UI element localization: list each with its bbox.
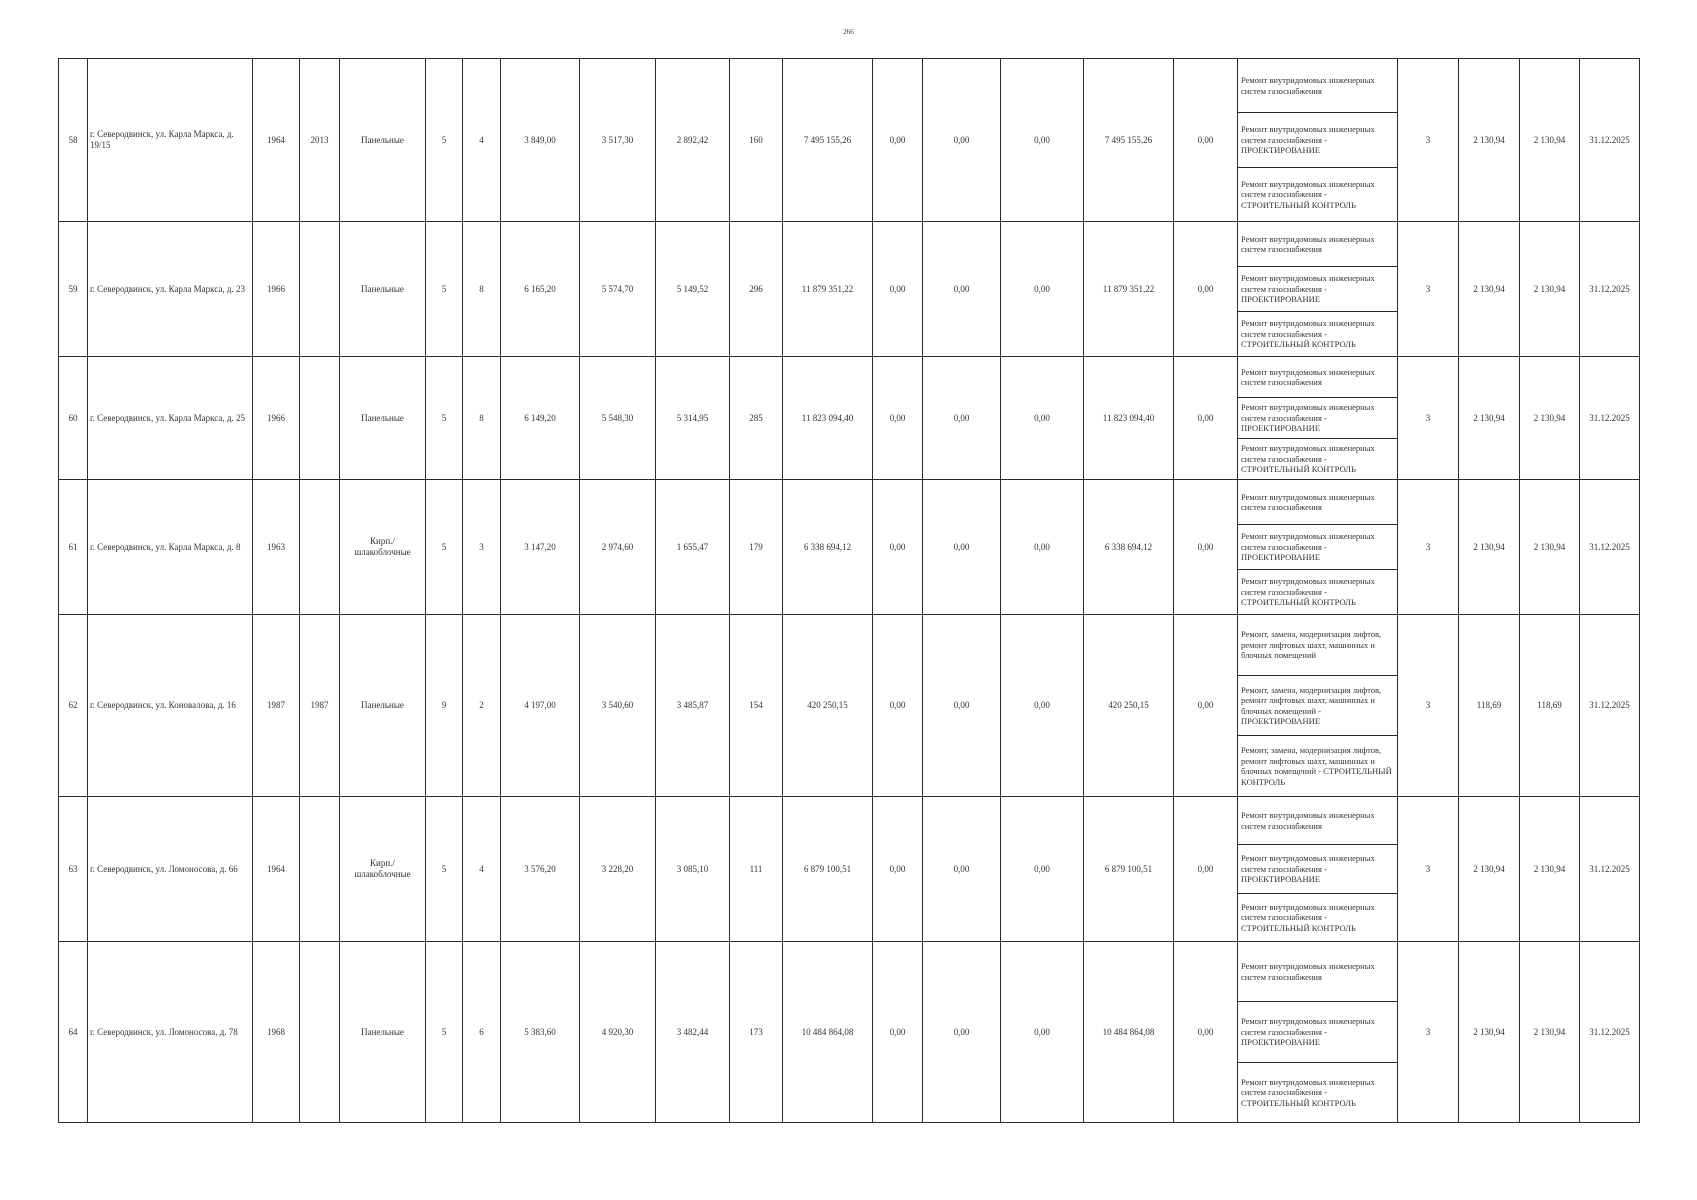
address-cell: г. Северодвинск, ул. Ломоносова, д. 78 [88, 942, 253, 1123]
fund-cost-cell: 0,00 [873, 480, 923, 615]
deadline-cell: 31.12.2025 [1580, 357, 1640, 480]
work-item: Ремонт внутридомовых инженерных систем газоснабжения [1241, 810, 1375, 831]
year-last-repair-cell: 1987 [300, 615, 340, 797]
works-cell [1238, 59, 1398, 222]
work-item: Ремонт внутридомовых инженерных систем газоснабжения [1241, 75, 1375, 96]
local-budget-cell: 0,00 [1001, 480, 1084, 615]
residents-count-cell: 154 [730, 615, 783, 797]
owners-funds-cell: 6 879 100,51 [1084, 797, 1174, 942]
total-area-cell: 5 383,60 [501, 942, 580, 1123]
local-budget-cell: 0,00 [1001, 222, 1084, 357]
priority-cell: 3 [1398, 357, 1459, 480]
regional-budget-cell: 0,00 [923, 942, 1001, 1123]
table-row [59, 480, 1640, 615]
year-built-cell: 1966 [253, 222, 300, 357]
residential-area-cell: 3 085,10 [656, 797, 730, 942]
unit-cost-cell: 2 130,94 [1459, 357, 1520, 480]
works-list [1238, 615, 1397, 796]
work-item: Ремонт внутридомовых инженерных систем газоснабжения - ПРОЕКТИРОВАНИЕ [1238, 112, 1397, 166]
entrances-cell: 8 [463, 357, 501, 480]
unit-cost-cell: 2 130,94 [1459, 222, 1520, 357]
works-cell [1238, 480, 1398, 615]
priority-cell: 3 [1398, 222, 1459, 357]
works-cell [1238, 222, 1398, 357]
floors-cell: 5 [426, 480, 463, 615]
fund-cost-cell: 0,00 [873, 942, 923, 1123]
deadline-cell: 31.12.2025 [1580, 615, 1640, 797]
year-last-repair-cell: 2013 [300, 59, 340, 222]
work-item: Ремонт внутридомовых инженерных систем газоснабжения - СТРОИТЕЛЬНЫЙ КОНТРОЛЬ [1238, 167, 1397, 221]
regional-budget-cell: 0,00 [923, 480, 1001, 615]
works-list [1238, 797, 1397, 941]
work-item: Ремонт внутридомовых инженерных систем газоснабжения [1241, 233, 1375, 254]
other-funds-cell: 0,00 [1174, 59, 1238, 222]
priority-cell: 3 [1398, 615, 1459, 797]
total-area-cell: 3 576,20 [501, 797, 580, 942]
address-cell: г. Северодвинск, ул. Коновалова, д. 16 [88, 615, 253, 797]
premises-area-cell: 2 974,60 [580, 480, 656, 615]
total-cost-cell: 11 823 094,40 [783, 357, 873, 480]
year-built-cell: 1987 [253, 615, 300, 797]
total-cost-cell: 10 484 864,08 [783, 942, 873, 1123]
work-item: Ремонт внутридомовых инженерных систем газоснабжения - СТРОИТЕЛЬНЫЙ КОНТРОЛЬ [1238, 438, 1397, 479]
local-budget-cell: 0,00 [1001, 59, 1084, 222]
work-item: Ремонт внутридомовых инженерных систем газоснабжения - СТРОИТЕЛЬНЫЙ КОНТРОЛЬ [1238, 893, 1397, 941]
deadline-cell: 31.12.2025 [1580, 942, 1640, 1123]
premises-area-cell: 3 228,20 [580, 797, 656, 942]
residents-count-cell: 285 [730, 357, 783, 480]
deadline-cell: 31.12.2025 [1580, 480, 1640, 615]
residents-count-cell: 296 [730, 222, 783, 357]
year-last-repair-cell [300, 480, 340, 615]
work-item: Ремонт внутридомовых инженерных систем газоснабжения [1241, 961, 1375, 982]
deadline-cell: 31.12.2025 [1580, 59, 1640, 222]
other-funds-cell: 0,00 [1174, 797, 1238, 942]
premises-area-cell: 5 574,70 [580, 222, 656, 357]
total-area-cell: 4 197,00 [501, 615, 580, 797]
other-funds-cell: 0,00 [1174, 357, 1238, 480]
works-list [1238, 222, 1397, 356]
total-cost-cell: 7 495 155,26 [783, 59, 873, 222]
unit-cost-cell: 2 130,94 [1459, 59, 1520, 222]
row-number-cell: 61 [59, 480, 88, 615]
wall-material-cell: Панельные [340, 222, 426, 357]
address-cell: г. Северодвинск, ул. Карла Маркса, д. 25 [88, 357, 253, 480]
unit-cost-cell: 2 130,94 [1459, 480, 1520, 615]
works-cell [1238, 357, 1398, 480]
residents-count-cell: 173 [730, 942, 783, 1123]
total-cost-cell: 6 879 100,51 [783, 797, 873, 942]
work-item: Ремонт внутридомовых инженерных систем газоснабжения - ПРОЕКТИРОВАНИЕ [1238, 1001, 1397, 1061]
wall-material-cell: Кирп./ шлакоблочные [340, 797, 426, 942]
other-funds-cell: 0,00 [1174, 480, 1238, 615]
row-number-cell: 63 [59, 797, 88, 942]
works-cell [1238, 797, 1398, 942]
registry-body [59, 59, 1640, 1123]
residential-area-cell: 5 314,95 [656, 357, 730, 480]
owners-funds-cell: 7 495 155,26 [1084, 59, 1174, 222]
other-funds-cell: 0,00 [1174, 222, 1238, 357]
wall-material-cell: Панельные [340, 615, 426, 797]
regional-budget-cell: 0,00 [923, 797, 1001, 942]
work-item: Ремонт внутридомовых инженерных систем газоснабжения - ПРОЕКТИРОВАНИЕ [1238, 844, 1397, 892]
regional-budget-cell: 0,00 [923, 59, 1001, 222]
residential-area-cell: 2 892,42 [656, 59, 730, 222]
regional-budget-cell: 0,00 [923, 615, 1001, 797]
local-budget-cell: 0,00 [1001, 942, 1084, 1123]
residential-area-cell: 3 485,87 [656, 615, 730, 797]
row-number-cell: 62 [59, 615, 88, 797]
unit-cost-cell: 2 130,94 [1459, 797, 1520, 942]
table-row [59, 797, 1640, 942]
priority-cell: 3 [1398, 480, 1459, 615]
fund-cost-cell: 0,00 [873, 615, 923, 797]
wall-material-cell: Кирп./ шлакоблочные [340, 480, 426, 615]
total-cost-cell: 6 338 694,12 [783, 480, 873, 615]
floors-cell: 5 [426, 59, 463, 222]
total-cost-cell: 420 250,15 [783, 615, 873, 797]
residential-area-cell: 3 482,44 [656, 942, 730, 1123]
row-number-cell: 60 [59, 357, 88, 480]
floors-cell: 5 [426, 942, 463, 1123]
unit-cost-cell: 2 130,94 [1459, 942, 1520, 1123]
work-item: Ремонт внутридомовых инженерных систем газоснабжения [1241, 366, 1375, 387]
premises-area-cell: 4 920,30 [580, 942, 656, 1123]
works-list [1238, 480, 1397, 614]
other-funds-cell: 0,00 [1174, 942, 1238, 1123]
year-built-cell: 1964 [253, 797, 300, 942]
work-item: Ремонт внутридомовых инженерных систем газоснабжения - ПРОЕКТИРОВАНИЕ [1238, 397, 1397, 438]
year-last-repair-cell [300, 797, 340, 942]
year-built-cell: 1963 [253, 480, 300, 615]
year-built-cell: 1964 [253, 59, 300, 222]
address-cell: г. Северодвинск, ул. Карла Маркса, д. 23 [88, 222, 253, 357]
limit-cost-cell: 2 130,94 [1520, 357, 1580, 480]
works-list [1238, 357, 1397, 479]
work-item: Ремонт внутридомовых инженерных систем газоснабжения - ПРОЕКТИРОВАНИЕ [1238, 524, 1397, 569]
work-item: Ремонт, замена, модернизация лифтов, ремонт лифтовых шахт, машинных и блочных помещений [1241, 629, 1382, 661]
address-cell: г. Северодвинск, ул. Карла Маркса, д. 8 [88, 480, 253, 615]
total-area-cell: 6 149,20 [501, 357, 580, 480]
table-row [59, 222, 1640, 357]
owners-funds-cell: 420 250,15 [1084, 615, 1174, 797]
priority-cell: 3 [1398, 942, 1459, 1123]
limit-cost-cell: 2 130,94 [1520, 480, 1580, 615]
works-cell [1238, 615, 1398, 797]
local-budget-cell: 0,00 [1001, 357, 1084, 480]
row-number-cell: 59 [59, 222, 88, 357]
entrances-cell: 3 [463, 480, 501, 615]
fund-cost-cell: 0,00 [873, 222, 923, 357]
wall-material-cell: Панельные [340, 942, 426, 1123]
address-cell: г. Северодвинск, ул. Карла Маркса, д. 19/15 [88, 59, 253, 222]
regional-budget-cell: 0,00 [923, 357, 1001, 480]
limit-cost-cell: 2 130,94 [1520, 797, 1580, 942]
row-number-cell: 58 [59, 59, 88, 222]
year-last-repair-cell [300, 222, 340, 357]
regional-budget-cell: 0,00 [923, 222, 1001, 357]
work-item: Ремонт, замена, модернизация лифтов, ремонт лифтовых шахт, машинных и блочных помещений - ПРОЕКТИРОВАНИЕ [1238, 675, 1397, 736]
total-area-cell: 6 165,20 [501, 222, 580, 357]
entrances-cell: 4 [463, 797, 501, 942]
total-area-cell: 3 147,20 [501, 480, 580, 615]
floors-cell: 5 [426, 357, 463, 480]
premises-area-cell: 3 540,60 [580, 615, 656, 797]
page-number: 266 [843, 28, 854, 36]
wall-material-cell: Панельные [340, 59, 426, 222]
owners-funds-cell: 11 823 094,40 [1084, 357, 1174, 480]
total-area-cell: 3 849,00 [501, 59, 580, 222]
premises-area-cell: 3 517,30 [580, 59, 656, 222]
priority-cell: 3 [1398, 797, 1459, 942]
residential-area-cell: 5 149,52 [656, 222, 730, 357]
deadline-cell: 31.12.2025 [1580, 222, 1640, 357]
total-cost-cell: 11 879 351,22 [783, 222, 873, 357]
local-budget-cell: 0,00 [1001, 615, 1084, 797]
works-list [1238, 59, 1397, 221]
row-number-cell: 64 [59, 942, 88, 1123]
work-item: Ремонт внутридомовых инженерных систем газоснабжения - СТРОИТЕЛЬНЫЙ КОНТРОЛЬ [1238, 569, 1397, 614]
address-cell: г. Северодвинск, ул. Ломоносова, д. 66 [88, 797, 253, 942]
other-funds-cell: 0,00 [1174, 615, 1238, 797]
entrances-cell: 6 [463, 942, 501, 1123]
works-list [1238, 942, 1397, 1122]
residents-count-cell: 179 [730, 480, 783, 615]
table-row [59, 357, 1640, 480]
deadline-cell: 31.12.2025 [1580, 797, 1640, 942]
owners-funds-cell: 11 879 351,22 [1084, 222, 1174, 357]
entrances-cell: 4 [463, 59, 501, 222]
unit-cost-cell: 118,69 [1459, 615, 1520, 797]
fund-cost-cell: 0,00 [873, 797, 923, 942]
fund-cost-cell: 0,00 [873, 357, 923, 480]
repair-registry-table [58, 58, 1640, 1123]
table-row [59, 615, 1640, 797]
limit-cost-cell: 2 130,94 [1520, 59, 1580, 222]
year-last-repair-cell [300, 942, 340, 1123]
table-row [59, 59, 1640, 222]
work-item: Ремонт внутридомовых инженерных систем газоснабжения - СТРОИТЕЛЬНЫЙ КОНТРОЛЬ [1238, 1062, 1397, 1122]
entrances-cell: 2 [463, 615, 501, 797]
year-built-cell: 1966 [253, 357, 300, 480]
work-item: Ремонт внутридомовых инженерных систем газоснабжения [1241, 491, 1375, 512]
limit-cost-cell: 2 130,94 [1520, 222, 1580, 357]
floors-cell: 9 [426, 615, 463, 797]
works-cell [1238, 942, 1398, 1123]
work-item: Ремонт внутридомовых инженерных систем газоснабжения - ПРОЕКТИРОВАНИЕ [1238, 266, 1397, 311]
residential-area-cell: 1 655,47 [656, 480, 730, 615]
residents-count-cell: 160 [730, 59, 783, 222]
work-item: Ремонт, замена, модернизация лифтов, ремонт лифтовых шахт, машинных и блочных помещений - СТРОИТЕЛЬНЫЙ КОНТРОЛЬ [1238, 735, 1397, 796]
residents-count-cell: 111 [730, 797, 783, 942]
premises-area-cell: 5 548,30 [580, 357, 656, 480]
year-last-repair-cell [300, 357, 340, 480]
limit-cost-cell: 2 130,94 [1520, 942, 1580, 1123]
owners-funds-cell: 6 338 694,12 [1084, 480, 1174, 615]
work-item: Ремонт внутридомовых инженерных систем газоснабжения - СТРОИТЕЛЬНЫЙ КОНТРОЛЬ [1238, 311, 1397, 356]
year-built-cell: 1968 [253, 942, 300, 1123]
priority-cell: 3 [1398, 59, 1459, 222]
entrances-cell: 8 [463, 222, 501, 357]
limit-cost-cell: 118,69 [1520, 615, 1580, 797]
table-row [59, 942, 1640, 1123]
local-budget-cell: 0,00 [1001, 797, 1084, 942]
wall-material-cell: Панельные [340, 357, 426, 480]
fund-cost-cell: 0,00 [873, 59, 923, 222]
owners-funds-cell: 10 484 864,08 [1084, 942, 1174, 1123]
floors-cell: 5 [426, 222, 463, 357]
floors-cell: 5 [426, 797, 463, 942]
